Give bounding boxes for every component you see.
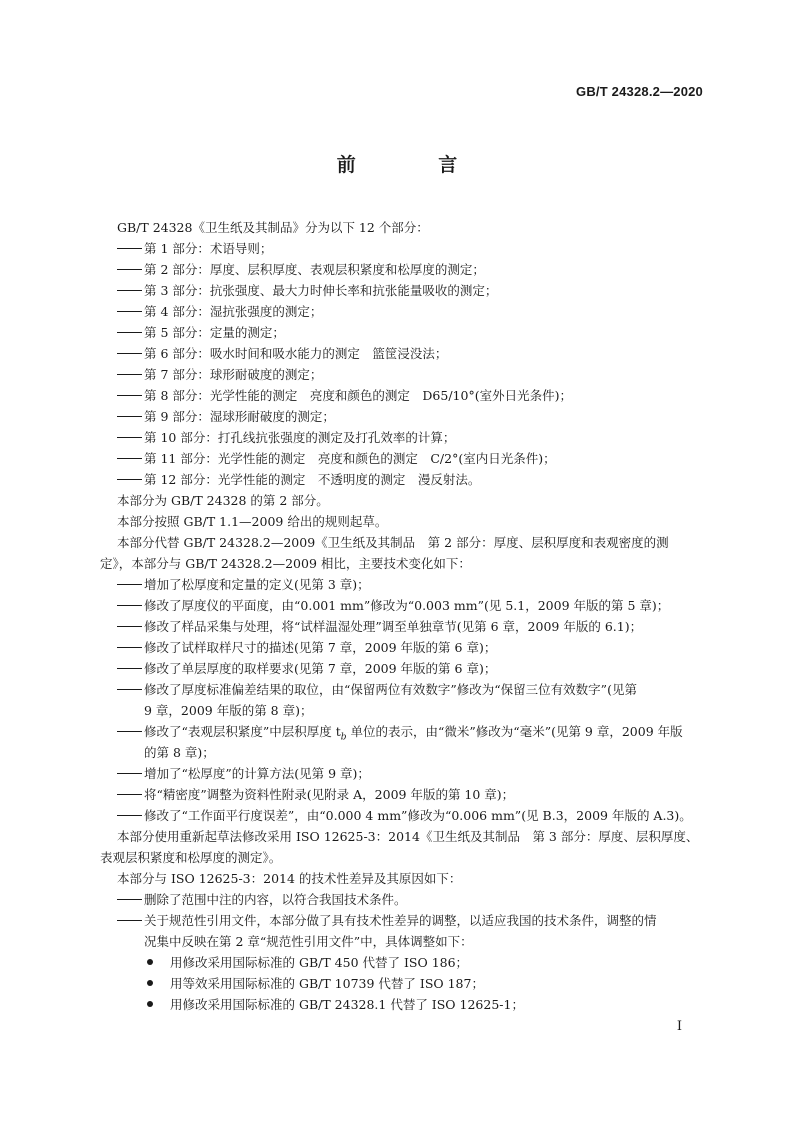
em-dash-icon xyxy=(117,658,144,679)
list-item: 第 12 部分：光学性能的测定 不透明度的测定 漫反射法。 xyxy=(117,469,707,490)
em-dash-icon xyxy=(117,637,144,658)
em-dash-icon xyxy=(117,259,144,280)
list-item: 第 9 部分：湿球形耐破度的测定； xyxy=(117,406,707,427)
list-item: 修改了单层厚度的取样要求(见第 7 章，2009 年版的第 6 章)； xyxy=(117,658,707,679)
list-item: 删除了范围中注的内容，以符合我国技术条件。 xyxy=(117,889,707,910)
em-dash-icon xyxy=(117,280,144,301)
replacement-paragraph: 本部分代替 GB/T 24328.2—2009《卫生纸及其制品 第 2 部分：厚度、层积厚度和表观密度的测 定》，本部分与 GB/T 24328.2—2009 相比，主要技术变化如下： xyxy=(100,535,669,571)
list-item: 第 1 部分：术语导则； xyxy=(117,238,707,259)
list-item: 第 5 部分：定量的测定； xyxy=(117,322,707,343)
changes-list xyxy=(117,574,707,826)
list-item: 增加了“松厚度”的计算方法(见第 9 章)； xyxy=(117,763,707,784)
list-item: 第 11 部分：光学性能的测定 亮度和颜色的测定 C/2°(室内日光条件)； xyxy=(117,448,707,469)
list-item: 修改了厚度仪的平面度，由“0.001 mm”修改为“0.003 mm”(见 5.1，2009 年版的第 5 章)； xyxy=(117,595,707,616)
em-dash-icon xyxy=(117,616,144,637)
bullet-icon xyxy=(147,1001,153,1007)
em-dash-icon xyxy=(117,805,144,826)
list-item: 修改了“工作面平行度误差”，由“0.000 4 mm”修改为“0.006 mm”(见 B.3，2009 年版的 A.3)。 xyxy=(117,805,707,826)
list-item: 修改了“表观层积紧度”中层积厚度 $t_b$ 单位的表示，由“微米”修改为“毫米”(见第 9 章，2009 年版 的第 8 章)； xyxy=(117,721,707,763)
list-item: 增加了松厚度和定量的定义(见第 3 章)； xyxy=(117,574,707,595)
parts-list xyxy=(117,238,707,490)
em-dash-icon xyxy=(117,469,144,490)
list-item: 第 10 部分：打孔线抗张强度的测定及打孔效率的计算； xyxy=(117,427,707,448)
list-item: 第 7 部分：球形耐破度的测定； xyxy=(117,364,707,385)
part-statement: 本部分为 GB/T 24328 的第 2 部分。 xyxy=(117,493,329,508)
drafting-rules-statement: 本部分按照 GB/T 1.1—2009 给出的规则起草。 xyxy=(117,514,388,529)
list-item: 修改了试样取样尺寸的描述(见第 7 章，2009 年版的第 6 章)； xyxy=(117,637,707,658)
standard-code: GB/T 24328.2—2020 xyxy=(576,84,703,99)
em-dash-icon xyxy=(117,301,144,322)
differences-intro: 本部分与 ISO 12625-3：2014 的技术性差异及其原因如下： xyxy=(117,871,462,886)
iso-adoption-paragraph: 本部分使用重新起草法修改采用 ISO 12625-3：2014《卫生纸及其制品 第 3 部分：厚度、层积厚度、 表观层积紧度和松厚度的测定》。 xyxy=(100,829,699,865)
list-item: 修改了样品采集与处理，将“试样温湿处理”调至单独章节(见第 6 章，2009 年版的 6.1)； xyxy=(117,616,707,637)
differences-list xyxy=(117,889,707,1015)
em-dash-icon xyxy=(117,595,144,616)
list-item: 第 4 部分：湿抗张强度的测定； xyxy=(117,301,707,322)
em-dash-icon xyxy=(117,448,144,469)
list-item: 用等效采用国际标准的 GB/T 10739 代替了 ISO 187； xyxy=(117,973,707,994)
list-item: 将“精密度”调整为资料性附录(见附录 A，2009 年版的第 10 章)； xyxy=(117,784,707,805)
document-body xyxy=(100,217,707,1015)
em-dash-icon xyxy=(117,721,144,742)
list-item: 关于规范性引用文件，本部分做了具有技术性差异的调整，以适应我国的技术条件，调整的情 况集中反映在第 2 章“规范性引用文件”中，具体调整如下： xyxy=(117,910,707,952)
em-dash-icon xyxy=(117,427,144,448)
em-dash-icon xyxy=(117,364,144,385)
list-item: 第 8 部分：光学性能的测定 亮度和颜色的测定 D65/10°(室外日光条件)； xyxy=(117,385,707,406)
em-dash-icon xyxy=(117,763,144,784)
bullet-icon xyxy=(147,980,153,986)
page-number: I xyxy=(676,1019,682,1034)
list-item: 第 6 部分：吸水时间和吸水能力的测定 篮筐浸没法； xyxy=(117,343,707,364)
em-dash-icon xyxy=(117,679,144,700)
list-item: 第 2 部分：厚度、层积厚度、表观层积紧度和松厚度的测定； xyxy=(117,259,707,280)
em-dash-icon xyxy=(117,784,144,805)
em-dash-icon xyxy=(117,574,144,595)
em-dash-icon xyxy=(117,322,144,343)
list-item: 用修改采用国际标准的 GB/T 24328.1 代替了 ISO 12625-1； xyxy=(117,994,707,1015)
em-dash-icon xyxy=(117,385,144,406)
list-item: 修改了厚度标准偏差结果的取位，由“保留两位有效数字”修改为“保留三位有效数字”(见第 9 章，2009 年版的第 8 章)； xyxy=(117,679,707,721)
em-dash-icon xyxy=(117,343,144,364)
em-dash-icon xyxy=(117,889,144,910)
page-title: 前 言 xyxy=(336,154,496,176)
bullet-icon xyxy=(147,959,153,965)
em-dash-icon xyxy=(117,406,144,427)
list-item: 用修改采用国际标准的 GB/T 450 代替了 ISO 186； xyxy=(117,952,707,973)
em-dash-icon xyxy=(117,910,144,931)
em-dash-icon xyxy=(117,238,144,259)
intro-paragraph: GB/T 24328《卫生纸及其制品》分为以下 12 个部分： xyxy=(117,220,429,235)
list-item: 第 3 部分：抗张强度、最大力时伸长率和抗张能量吸收的测定； xyxy=(117,280,707,301)
